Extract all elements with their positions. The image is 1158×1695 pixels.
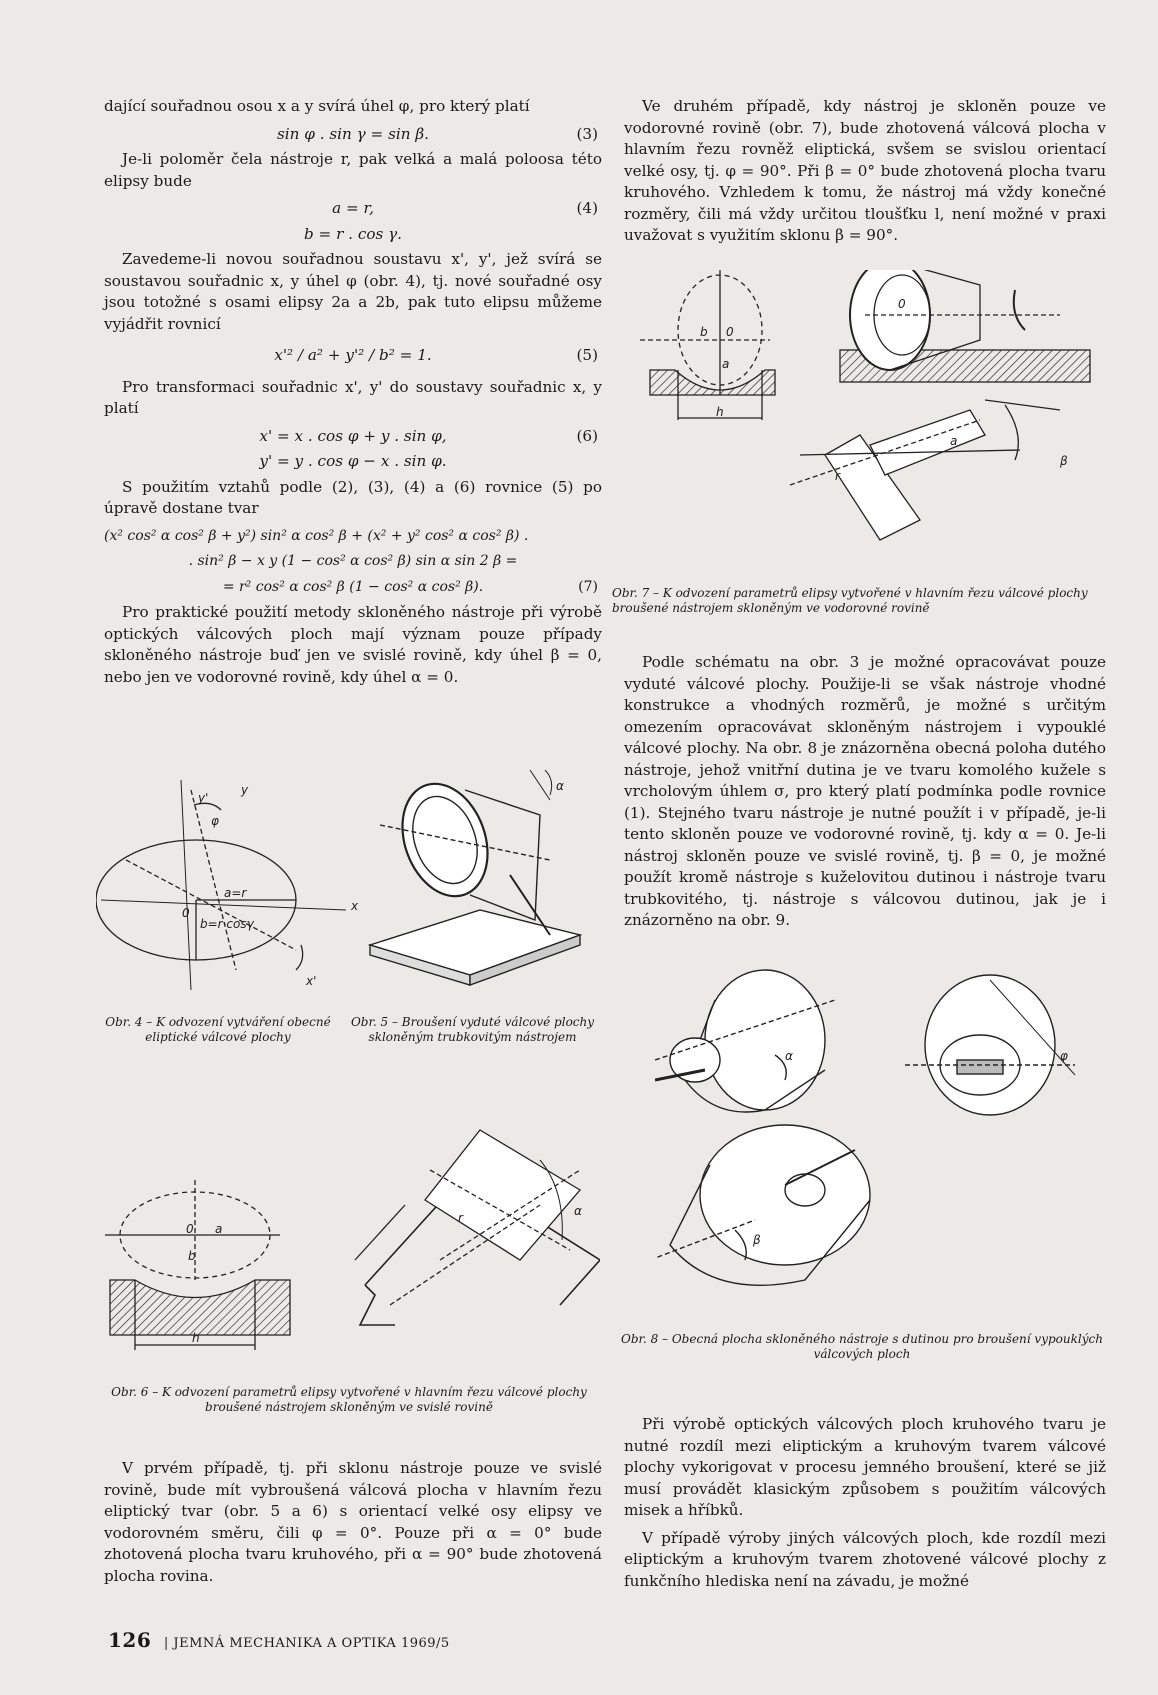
- equation-5-body: x'² / a² + y'² / b² = 1.: [274, 346, 432, 364]
- f8-label-phi: φ: [1060, 1049, 1068, 1063]
- equation-3: [104, 124, 602, 146]
- f6-label-r: r: [458, 1211, 463, 1225]
- f4-label-phi: φ: [211, 814, 219, 828]
- left-paragraph-6: Pro praktické použití metody skloněného nástroje při výrobě optických válcových ploch mají význam pouze případy skloněného nástroje buď jen ve svislé rovině, kdy úhel β = 0, nebo jen ve vodorovné rovině, kdy úhel α = 0.: [104, 603, 602, 686]
- f7-label-r: r: [835, 469, 840, 483]
- left-paragraph-2: Je-li poloměr čela nástroje r, pak velká a malá poloosa této elipsy bude: [104, 150, 602, 190]
- journal-name: JEMNÁ MECHANIKA A OPTIKA 1969/5: [173, 1636, 450, 1651]
- page-footer: [108, 1628, 450, 1652]
- f7-label-b: b: [700, 325, 708, 339]
- equation-6-number: (6): [576, 426, 598, 445]
- right-paragraph-2: Podle schématu na obr. 3 je možné opracovávat pouze vyduté válcové plochy. Použije-li se však nástroje vhodné konstrukce a vhodných rozměrů, je možné s určitým omezením opracovávat skloněným nástrojem i vypouklé válcové plochy. Na obr. 8 je znázorněna obecná poloha dutého nástroje, jehož vnitřní dutina je ve tvaru komolého kužele s vrcholovým úhlem σ, pro který platí podmínka podle rovnice (1). Stejného tvaru nástroje je nutné použít i v případě, je-li tento skloněn pouze ve vodorovné rovině, tj. kdy α = 0. Je-li nástroj skloněn pouze ve svislé rovině, tj. β = 0, je možné použít kromě nástroje s kuželovitou dutinou i nástroje tvaru trubkovitého, tj. nástroje s válcovou dutinou, jak je i znázorněno na obr. 9.: [624, 653, 1106, 929]
- f4-label-origin: 0: [182, 906, 190, 920]
- f6-label-origin: 0: [186, 1222, 194, 1236]
- right-column-top: [624, 96, 1106, 253]
- caption-figure-4: Obr. 4 – K odvození vytváření obecné eliptické válcové plochy: [105, 1015, 331, 1044]
- equation-4b: [104, 224, 602, 246]
- f7-label-a-2: a: [950, 434, 958, 448]
- equation-4a-body: a = r,: [332, 199, 374, 217]
- f6-label-a: a: [215, 1222, 223, 1236]
- f6-label-b: b: [188, 1249, 196, 1263]
- f7-label-origin: 0: [726, 325, 734, 339]
- f4-label-b: b=r·cosγ: [200, 917, 254, 931]
- equation-7b: [104, 551, 602, 573]
- f6-label-h: h: [192, 1331, 200, 1345]
- figure-6-vertical-tilt-diagram: [100, 1110, 600, 1350]
- equation-7a: [104, 526, 602, 548]
- left-column: [104, 96, 602, 694]
- left-column-bottom: [104, 1458, 602, 1593]
- equation-4a: [104, 198, 602, 220]
- f4-label-y: y: [241, 783, 249, 797]
- f7-label-beta: β: [1060, 454, 1068, 468]
- f8-label-beta: β: [753, 1233, 761, 1247]
- equation-6b: [104, 451, 602, 473]
- page-number: 126: [108, 1628, 152, 1652]
- left-paragraph-4: Pro transformaci souřadnic x', y' do soustavy souřadnic x, y platí: [104, 377, 602, 417]
- equation-7c-body: = r² cos² α cos² β (1 − cos² α cos² β).: [222, 578, 484, 595]
- caption-figure-7: Obr. 7 – K odvození parametrů elipsy vytvořené v hlavním řezu válcové plochy broušené nástrojem skloněným ve vodorovné rovině: [612, 586, 1088, 615]
- f4-label-x: x: [351, 899, 359, 913]
- equation-4-number: (4): [576, 199, 598, 217]
- equation-6a-body: x' = x . cos φ + y . sin φ,: [259, 426, 447, 445]
- equation-7b-body: . sin² β − x y (1 − cos² α cos² β) sin α sin 2 β =: [188, 553, 518, 569]
- left-paragraph-1: dající souřadnou osou x a y svírá úhel φ, pro který platí: [104, 97, 530, 115]
- f7-label-a: a: [722, 357, 730, 371]
- equation-7-number: (7): [578, 578, 598, 595]
- f4-label-x-prime: x': [306, 974, 317, 988]
- figure-4-ellipse-diagram: [96, 770, 371, 1005]
- right-paragraph-4: V případě výroby jiných válcových ploch, kde rozdíl mezi eliptickým a kruhovým tvarem zhotovené válcové plochy z funkčního hlediska není na závadu, je možné: [624, 1528, 1106, 1590]
- caption-figure-6: Obr. 6 – K odvození parametrů elipsy vytvořené v hlavním řezu válcové plochy broušené nástrojem skloněným ve svislé rovině: [111, 1385, 587, 1414]
- f8-label-alpha: α: [785, 1049, 793, 1063]
- figure-7-horizontal-tilt-diagram: [640, 270, 1110, 580]
- f4-label-y-prime: y': [198, 791, 209, 805]
- f7-label-origin-2: 0: [898, 297, 906, 311]
- right-paragraph-3: Při výrobě optických válcových ploch kruhového tvaru je nutné rozdíl mezi eliptickým a kruhovým tvarem válcové plochy vykorigovat v procesu jemného broušení, které se již musí provádět klasickým způsobem s použitím válcových misek a hříbků.: [624, 1415, 1106, 1519]
- right-column-middle: [624, 652, 1106, 938]
- figure-5-tube-tool-diagram: [360, 770, 600, 1005]
- f6-label-alpha: α: [574, 1204, 582, 1218]
- equation-6a: [104, 426, 602, 448]
- right-paragraph-1: Ve druhém případě, kdy nástroj je skloněn pouze ve vodorovné rovině (obr. 7), bude zhotovená válcová plocha v hlavním řezu rovněž eliptická, svšem se svislou orientací velké osy, tj. φ = 90°. Při β = 0° bude zhotovená plocha tvaru kruhového. Vzhledem k tomu, že nástroj má vždy konečné rozměry, čili má vždy určitou tloušťku l, není možné v praxi uvažovat s využitím sklonu β = 90°.: [624, 97, 1106, 244]
- f4-label-a: a=r: [224, 886, 247, 900]
- left-paragraph-3: Zavedeme-li novou souřadnou soustavu x', y', jež svírá se soustavou souřadnic x, y úhel φ (obr. 4), tj. nové souřadné osy jsou totožné s osami elipsy 2a a 2b, pak tuto elipsu můžeme vyjádřit rovnicí: [104, 250, 602, 333]
- equation-4b-body: b = r . cos γ.: [303, 224, 403, 243]
- equation-3-body: sin φ . sin γ = sin β.: [277, 124, 429, 143]
- equation-7a-body: (x² cos² α cos² β + y²) sin² α cos² β + (x² + y² cos² α cos² β) .: [104, 527, 529, 544]
- f7-label-h: h: [716, 405, 724, 419]
- equation-6b-body: y' = y . cos φ − x . sin φ.: [259, 452, 447, 470]
- f5-label-alpha: α: [556, 779, 564, 793]
- equation-7c: [104, 577, 602, 599]
- equation-5: [104, 345, 602, 367]
- equation-3-number: (3): [576, 124, 598, 143]
- right-column-bottom: [624, 1414, 1106, 1598]
- caption-figure-8: Obr. 8 – Obecná plocha skloněného nástroje s dutinou pro broušení vypouklých válcových ploch: [621, 1332, 1103, 1361]
- equation-5-number: (5): [576, 346, 598, 364]
- footer-separator: |: [163, 1636, 169, 1651]
- caption-figure-5: Obr. 5 – Broušení vyduté válcové plochy skloněným trubkovitým nástrojem: [350, 1015, 595, 1044]
- left-paragraph-5: S použitím vztahů podle (2), (3), (4) a (6) rovnice (5) po úpravě dostane tvar: [104, 477, 602, 517]
- figure-8-hollow-tool-diagram: [655, 960, 1115, 1315]
- left-paragraph-7: V prvém případě, tj. při sklonu nástroje pouze ve svislé rovině, bude mít vybroušená válcová plocha v hlavním řezu eliptický tvar (obr. 5 a 6) s orientací velké osy elipsy ve vodorovném směru, čili φ = 0°. Pouze při α = 0° bude zhotovená plocha tvaru kruhového, při α = 90° bude zhotovená plocha rovina.: [104, 1459, 602, 1585]
